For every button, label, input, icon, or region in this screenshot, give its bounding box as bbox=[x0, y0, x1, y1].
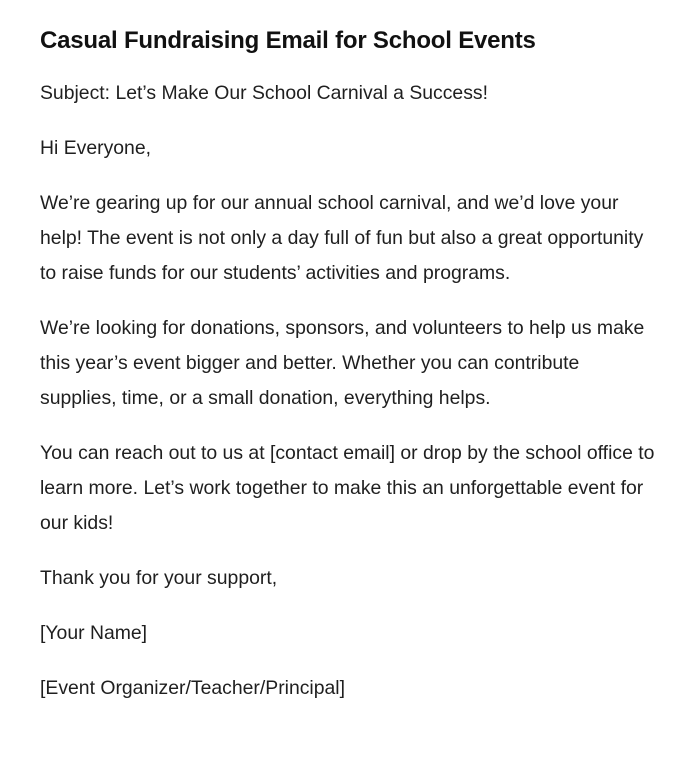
email-greeting: Hi Everyone, bbox=[40, 137, 152, 159]
document-title: Casual Fundraising Email for School Events bbox=[40, 27, 536, 54]
email-closing: Thank you for your support, bbox=[40, 567, 278, 589]
body-paragraph-contact: You can reach out to us at [contact email] or drop by the school office to learn more. Let’s work together to make this an unforgettable event for our kids! bbox=[40, 442, 655, 534]
email-subject: Subject: Let’s Make Our School Carnival a Success! bbox=[40, 82, 488, 104]
body-paragraph-request: We’re looking for donations, sponsors, and volunteers to help us make this year’s event bigger and better. Whether you can contribute supplies, time, or a small donation, everything helps. bbox=[40, 317, 645, 409]
signature-name: [Your Name] bbox=[40, 622, 148, 644]
signature-role: [Event Organizer/Teacher/Principal] bbox=[40, 677, 346, 699]
body-paragraph-intro: We’re gearing up for our annual school carnival, and we’d love your help! The event is not only a day full of fun but also a great opportunity to raise funds for our students’ activities and programs. bbox=[40, 192, 644, 284]
